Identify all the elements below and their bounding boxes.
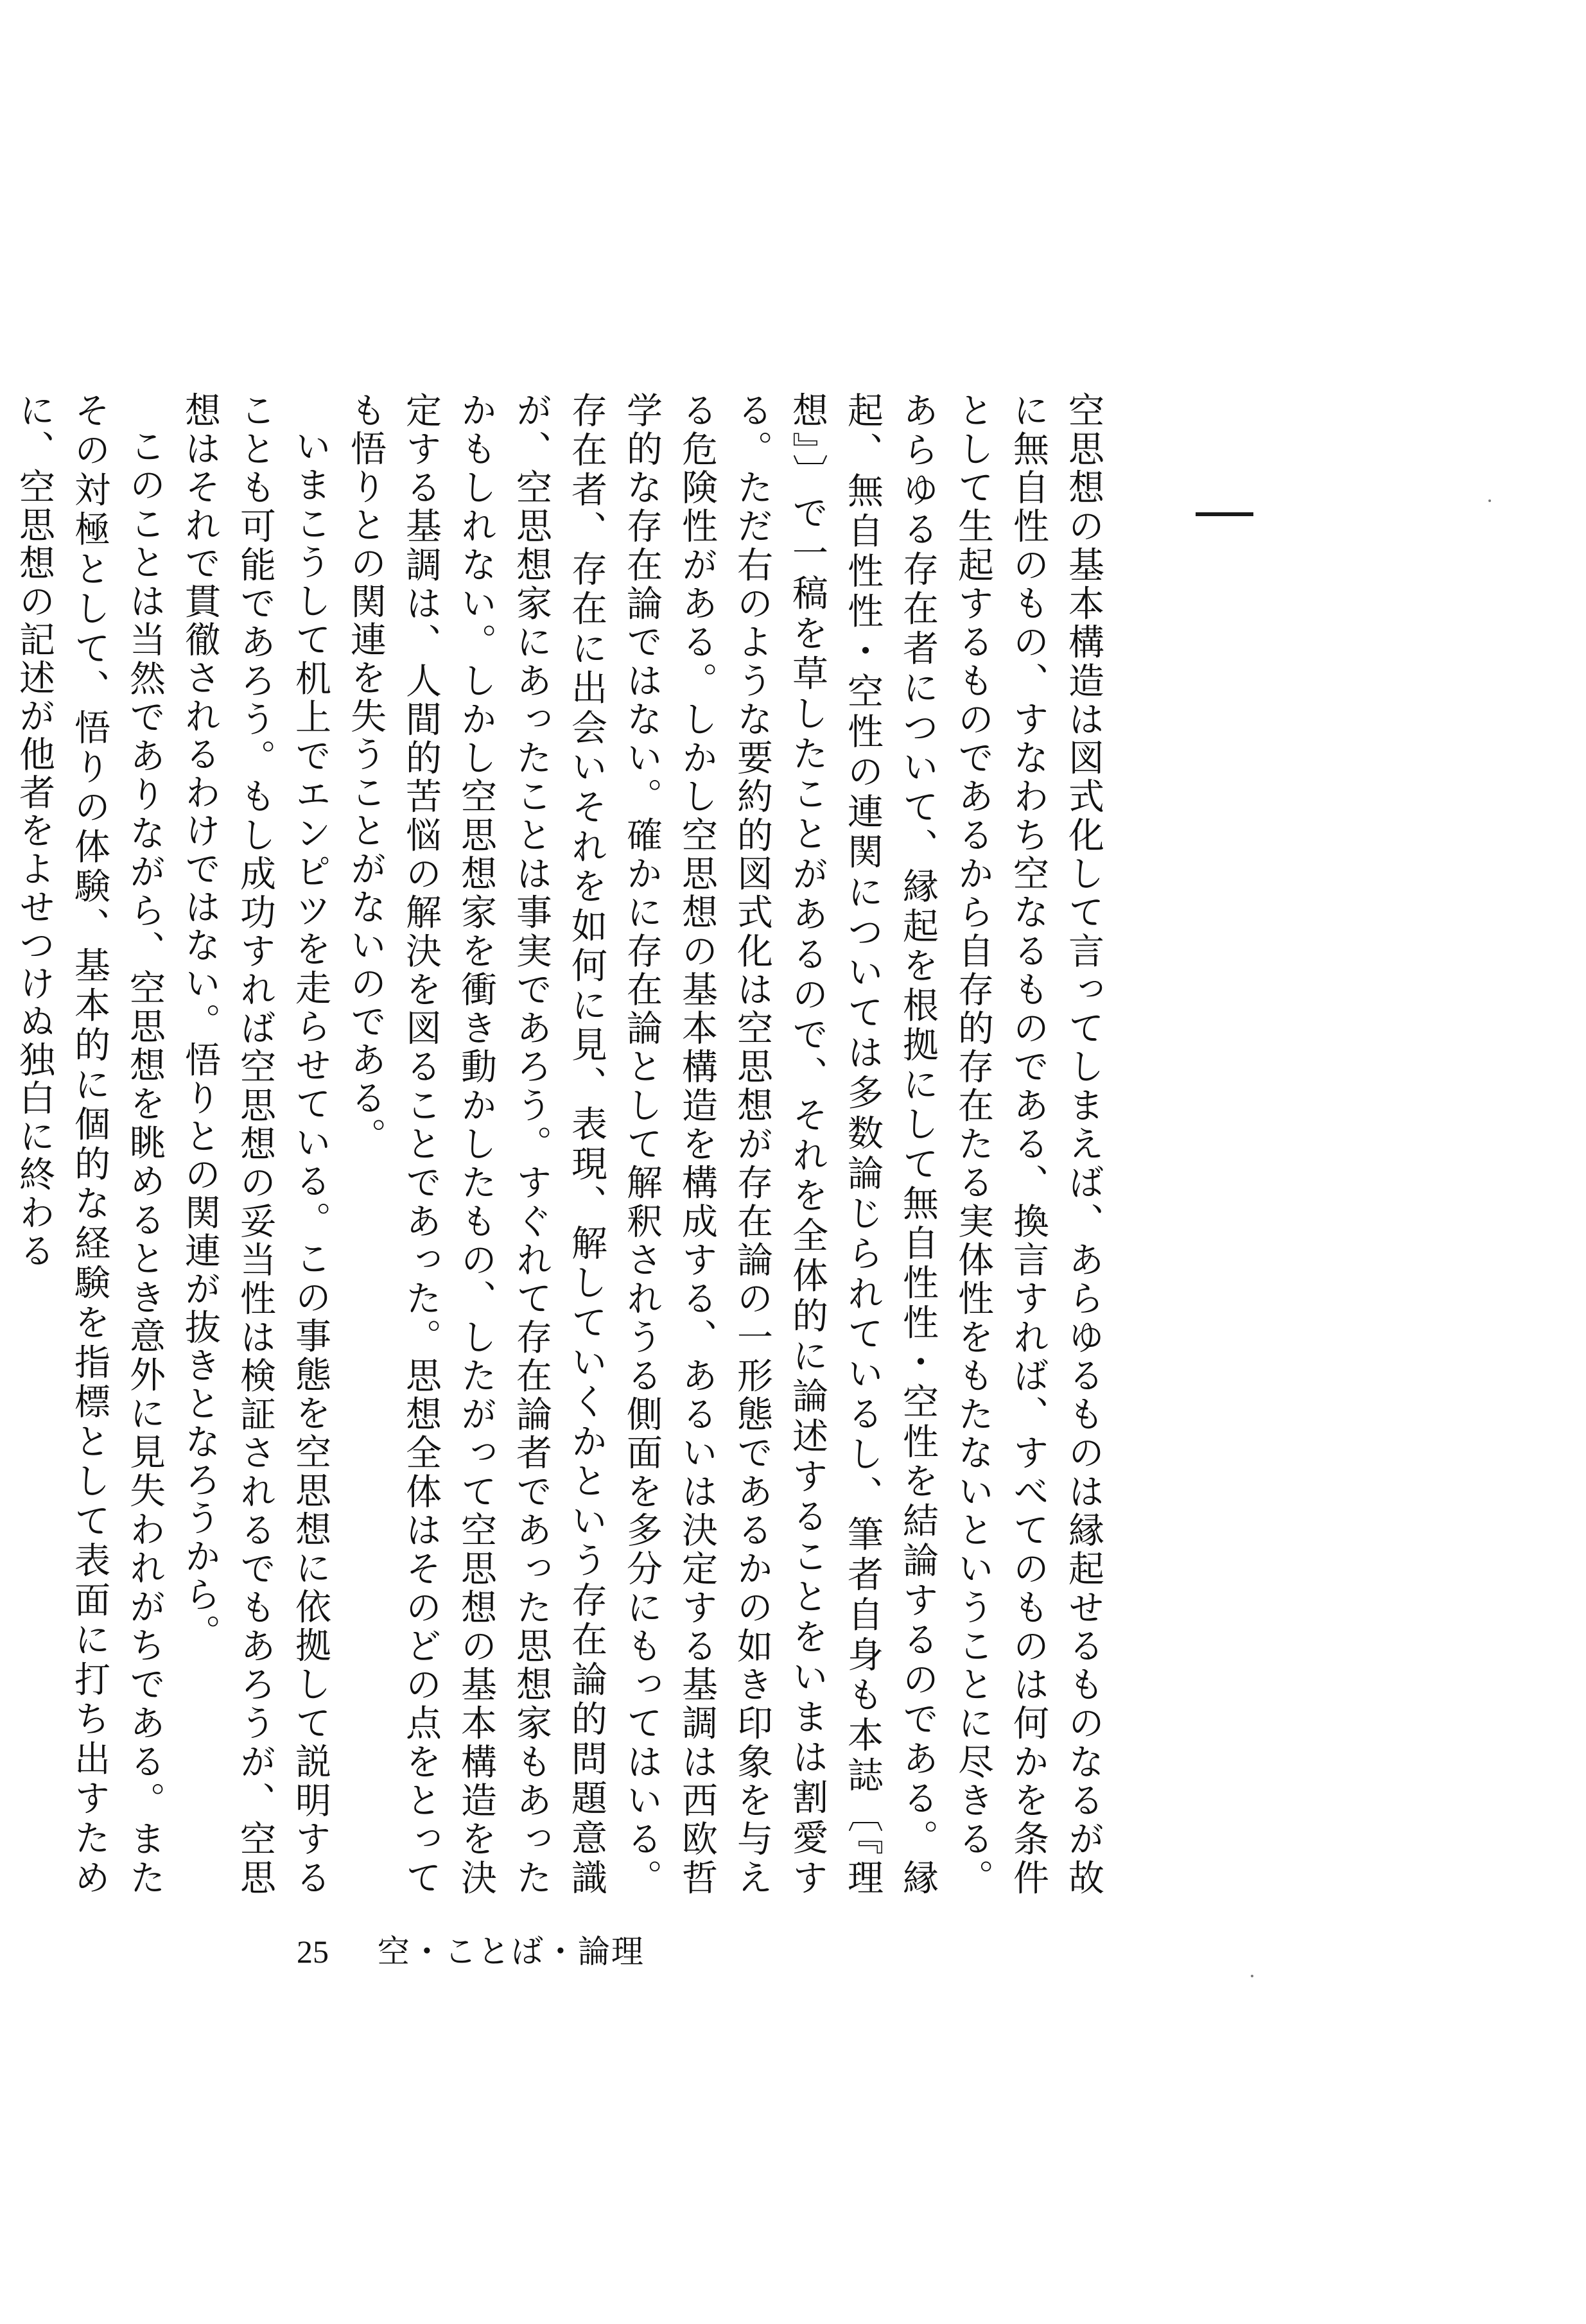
page-footer: [297, 1926, 645, 1972]
paragraph-2: いまこうして机上でエンピツを走らせている。この事態を空思想に依拠して説明することも可能であろう。もし成功すれば空思想の妥当性は検証されるでもあろうが、空思想はそれで貫徹されるわけではない。悟りとの関連が抜きとなろうから。: [179, 392, 331, 1897]
body-text: [6, 392, 1111, 1897]
section-number-mark: [1196, 512, 1253, 516]
paper-speck: [1251, 1975, 1253, 1977]
running-title: 空・ことば・論理: [377, 1933, 645, 1970]
paper-speck: [1488, 499, 1491, 502]
paragraph-3: このことは当然でありながら、空思想を眺めるとき意外に見失われがちである。またその対極として、悟りの体験、基本的に個的な経験を指標として表面に打ち出すために、空思想の記述が他者をよせつけぬ独白に終わる: [13, 392, 166, 1897]
page-number: 25: [297, 1934, 329, 1970]
paragraph-1: 空思想の基本構造は図式化して言ってしまえば、あらゆるものは縁起せるものなるが故に無自性のもの、すなわち空なるものである、換言すれば、すべてのものは何かを条件として生起するものであるから自存的存在たる実体性をもたないということに尽きる。あらゆる存在者について、縁起を根拠にして無自性性・空性を結論するのである。縁起、無自性性・空性の連関については多数論じられているし、筆者自身も本誌〔『理想』〕で一稿を草したことがあるので、それを全体的に論述することをいまは割愛する。ただ右のような要約的図式化は空思想が存在論の一形態であるかの如き印象を与える危険性がある。しかし空思想の基本構造を構成する、あるいは決定する基調は西欧哲学的な存在論ではない。確かに存在論として解釈されうる側面を多分にもってはいる。存在者、存在に出会いそれを如何に見、表現、解していくかという存在論的問題意識が、空思想家にあったことは事実であろう。すぐれて存在論者であった思想家もあったかもしれない。しかし空思想家を衝き動かしたもの、したがって空思想の基本構造を決定する基調は、人間的苦悩の解決を図ることであった。思想全体はそのどの点をとっても悟りとの関連を失うことがないのである。: [345, 392, 1104, 1898]
